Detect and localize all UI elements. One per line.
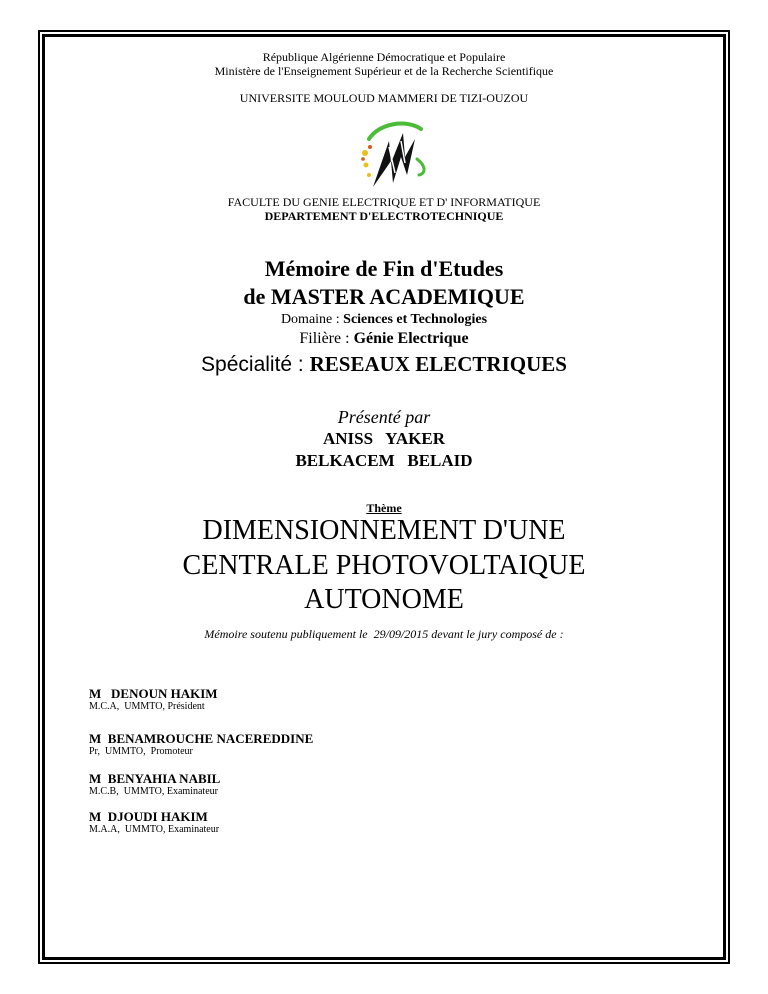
jury-member-name: M DJOUDI HAKIM	[89, 809, 208, 824]
author-2: BELKACEM BELAID	[295, 451, 473, 470]
domaine-value: Sciences et Technologies	[343, 312, 488, 327]
defense-statement: Mémoire soutenu publiquement le 29/09/2015 devant le jury composé de :	[204, 627, 564, 641]
ministry-line: Ministère de l'Enseignement Supérieur et de la Recherche Scientifique	[214, 64, 554, 78]
faculty-line: FACULTE DU GENIE ELECTRIQUE ET D' INFORMATIQUE	[227, 195, 541, 209]
republic-line: République Algérienne Démocratique et Populaire	[262, 50, 506, 64]
university-line: UNIVERSITE MOULOUD MAMMERI DE TIZI-OUZOU	[239, 91, 529, 105]
domaine-line	[0, 312, 768, 328]
thesis-title-line2: CENTRALE PHOTOVOLTAIQUE	[182, 550, 586, 581]
memoire-title-line1: Mémoire de Fin d'Etudes	[264, 256, 504, 281]
filiere-value: Génie Electrique	[353, 330, 469, 347]
department-line: DEPARTEMENT D'ELECTROTECHNIQUE	[264, 209, 504, 223]
jury-member-role: M.C.B, UMMTO, Examinateur	[89, 786, 218, 797]
memoire-title-line2: de MASTER ACADEMIQUE	[243, 284, 525, 309]
thesis-title-line3: AUTONOME	[304, 584, 464, 615]
filiere-label: Filière :	[299, 330, 354, 347]
jury-member-name: M BENAMROUCHE NACEREDDINE	[89, 731, 314, 746]
specialite-value: RESEAUX ELECTRIQUES	[309, 352, 567, 376]
jury-member-role: Pr, UMMTO, Promoteur	[89, 746, 193, 757]
jury-member-name: M BENYAHIA NABIL	[89, 771, 221, 786]
university-logo	[355, 117, 430, 193]
theme-label	[0, 501, 768, 515]
specialite-label: Spécialité :	[201, 353, 310, 376]
domaine-label: Domaine :	[280, 312, 344, 327]
jury-member-name: M DENOUN HAKIM	[89, 686, 218, 701]
filiere-line	[0, 330, 768, 348]
author-1: ANISS YAKER	[322, 429, 446, 448]
theme-label-text: Thème	[366, 501, 402, 515]
specialite-line	[0, 351, 768, 378]
jury-member-role: M.C.A, UMMTO, Président	[89, 701, 205, 712]
thesis-title-line1: DIMENSIONNEMENT D'UNE	[202, 515, 566, 546]
presented-label: Présenté par	[337, 407, 431, 427]
jury-member-role: M.A.A, UMMTO, Examinateur	[89, 824, 220, 835]
